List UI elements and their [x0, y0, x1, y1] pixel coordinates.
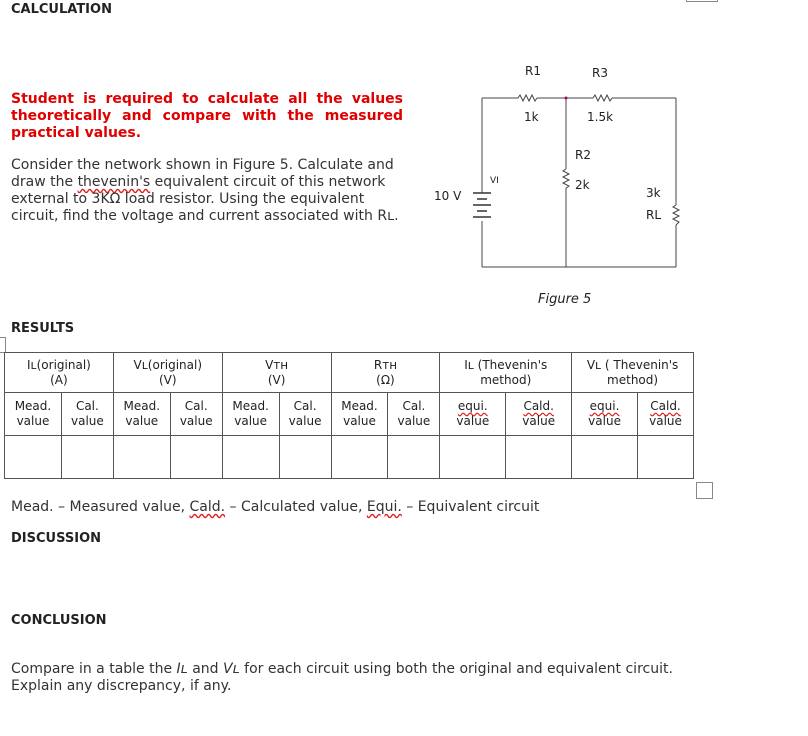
subheader-cell: Cal. value — [61, 393, 113, 436]
legend-equi: Equi. — [366, 499, 402, 515]
problem-rl: Rʟ — [377, 208, 395, 224]
source-label: 10 V — [434, 189, 462, 203]
group-vl-thevenin: Vʟ ( Thevenin's method) — [572, 353, 694, 393]
r2-resistor — [563, 169, 569, 188]
r3-name: R3 — [592, 66, 608, 80]
circuit-diagram — [420, 55, 710, 315]
data-cell[interactable] — [638, 436, 694, 479]
table-group-header-row — [5, 353, 694, 393]
discussion-heading: DISCUSSION — [11, 531, 101, 546]
r2-value: 2k — [575, 178, 590, 192]
r1-resistor — [518, 95, 537, 101]
rl-resistor — [673, 205, 679, 225]
legend-part1: Mead. – Measured value, — [11, 499, 190, 515]
data-cell[interactable] — [331, 436, 388, 479]
subheader-cell: Cald. value — [638, 393, 694, 436]
results-heading: RESULTS — [11, 321, 75, 336]
data-cell[interactable] — [113, 436, 170, 479]
subheader-cell: Mead. value — [113, 393, 170, 436]
data-cell[interactable] — [279, 436, 331, 479]
r3-resistor — [593, 95, 612, 101]
subheader-cell: Mead. value — [5, 393, 62, 436]
subheader-cell: Cald. value — [506, 393, 572, 436]
group-vl-original: Vʟ(original) (V) — [113, 353, 222, 393]
conclusion-part3: for each circuit using both the original and equivalent circuit. Explain any discrepancy, if any. — [11, 661, 673, 694]
group-il-original: Iʟ(original) (A) — [5, 353, 114, 393]
subheader-cell: Cal. value — [388, 393, 440, 436]
legend-cald: Cald. — [189, 499, 226, 515]
conclusion-part2: and — [187, 661, 224, 677]
problem-part1: Consider the network shown in Figure 5. Calculate and draw the — [11, 157, 394, 190]
group-il-thevenin: Iʟ (Thevenin's method) — [440, 353, 572, 393]
table-subheader-row — [5, 393, 694, 436]
subheader-cell: Mead. value — [222, 393, 279, 436]
conclusion-text — [11, 661, 701, 695]
legend-part3: – Equivalent circuit — [401, 499, 540, 515]
data-cell[interactable] — [222, 436, 279, 479]
data-cell[interactable] — [5, 436, 62, 479]
problem-end: . — [394, 208, 399, 224]
figure-caption: Figure 5 — [538, 292, 592, 307]
results-table — [4, 352, 694, 479]
table-legend — [11, 499, 539, 515]
calculation-heading: CALCULATION — [11, 2, 112, 17]
subheader-cell: Mead. value — [331, 393, 388, 436]
group-rth: Rᴛʜ (Ω) — [331, 353, 440, 393]
subheader-cell: equi. value — [440, 393, 506, 436]
r1-name: R1 — [525, 64, 541, 78]
group-vth: Vᴛʜ (V) — [222, 353, 331, 393]
conclusion-vl: Vʟ — [223, 661, 240, 677]
subheader-cell: Cal. value — [279, 393, 331, 436]
data-cell[interactable] — [61, 436, 113, 479]
rl-value: 3k — [646, 186, 661, 200]
table-resize-handle[interactable] — [696, 482, 713, 499]
r1-value: 1k — [524, 110, 539, 124]
problem-statement — [11, 157, 403, 225]
source-marker: VI — [490, 176, 499, 186]
r3-value: 1.5k — [587, 110, 614, 124]
subheader-cell: equi. value — [572, 393, 638, 436]
battery-icon — [473, 193, 491, 217]
junction-dot — [565, 97, 568, 100]
data-cell[interactable] — [506, 436, 572, 479]
problem-part2: equivalent circuit of this network external to 3KΩ load resistor. Using the equivalent circuit, find the voltage and current associated with — [11, 174, 386, 224]
data-cell[interactable] — [572, 436, 638, 479]
legend-part2: – Calculated value, — [225, 499, 367, 515]
conclusion-il: Iʟ — [176, 661, 188, 677]
conclusion-heading: CONCLUSION — [11, 613, 107, 628]
data-cell[interactable] — [388, 436, 440, 479]
top-scroll-handle[interactable] — [686, 0, 718, 2]
data-cell[interactable] — [170, 436, 222, 479]
problem-thevenins: thevenin's — [77, 174, 151, 190]
rl-name: RL — [646, 208, 662, 222]
instructions-text: Student is required to calculate all the values theoretically and compare with the measured practical values. — [11, 91, 403, 141]
left-scroll-handle[interactable] — [0, 337, 6, 353]
table-data-row — [5, 436, 694, 479]
data-cell[interactable] — [440, 436, 506, 479]
subheader-cell: Cal. value — [170, 393, 222, 436]
r2-name: R2 — [575, 148, 591, 162]
conclusion-part1: Compare in a table the — [11, 661, 177, 677]
